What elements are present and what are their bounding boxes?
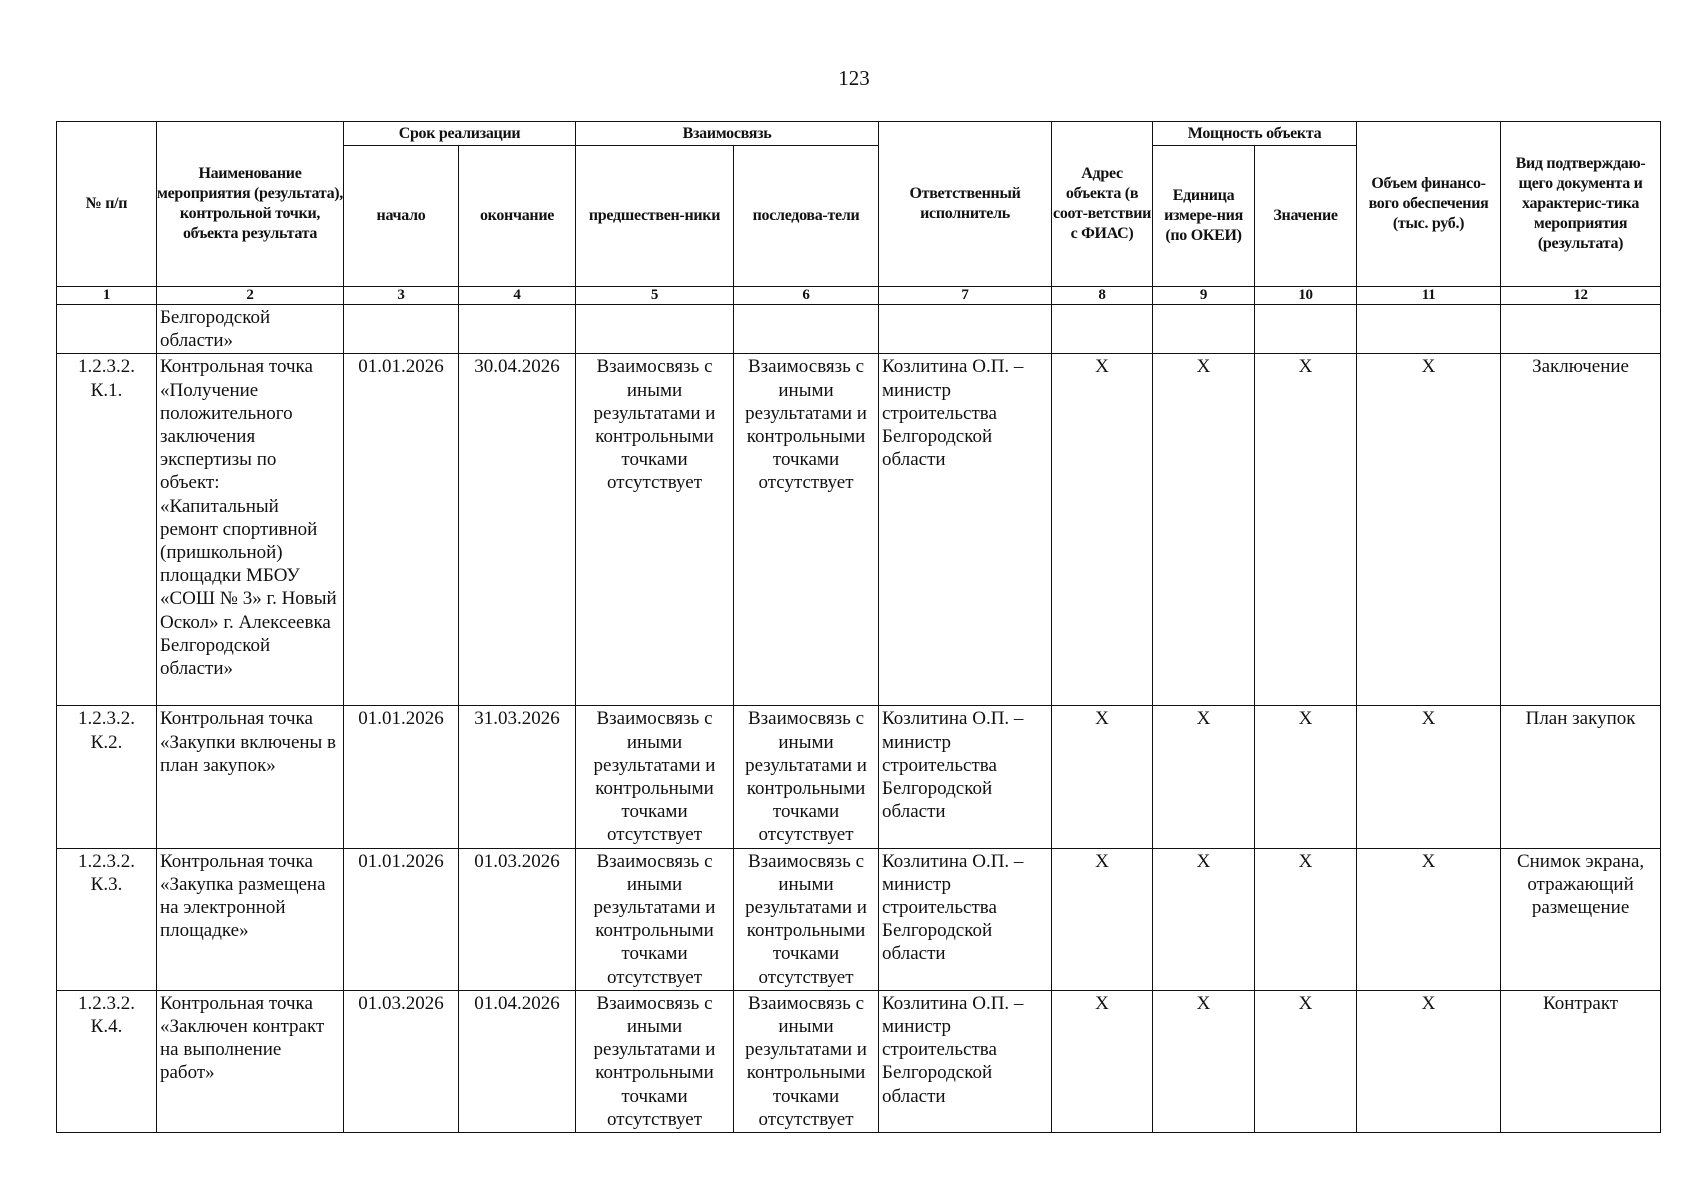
- table-row: [57, 848, 1661, 990]
- row-finance: Х: [1357, 990, 1501, 1132]
- header-start: начало: [344, 146, 459, 287]
- header-capacity-group: Мощность объекта: [1153, 122, 1357, 146]
- row-address: [1052, 305, 1153, 354]
- header-value: Значение: [1255, 146, 1357, 287]
- row-start: [344, 305, 459, 354]
- row-unit: Х: [1153, 848, 1255, 990]
- row-start: 01.01.2026: [344, 848, 459, 990]
- row-end: 31.03.2026: [459, 706, 576, 848]
- plan-table: [56, 121, 1661, 1133]
- column-number: 8: [1052, 287, 1153, 305]
- row-value: Х: [1255, 848, 1357, 990]
- row-responsible: Козлитина О.П. – министр строительства Белгородской области: [879, 990, 1052, 1132]
- row-name: Контрольная точка «Закупка размещена на электронной площадке»: [157, 848, 344, 990]
- row-address: Х: [1052, 990, 1153, 1132]
- row-unit: Х: [1153, 706, 1255, 848]
- row-end: 30.04.2026: [459, 354, 576, 706]
- row-predecessors: Взаимосвязь с иными результатами и контрольными точками отсутствует: [576, 354, 734, 706]
- header-finance: Объем финансо-вого обеспечения (тыс. руб.): [1357, 122, 1501, 287]
- column-number: 3: [344, 287, 459, 305]
- row-unit: Х: [1153, 354, 1255, 706]
- table-row: [57, 354, 1661, 706]
- row-name: Контрольная точка «Закупки включены в план закупок»: [157, 706, 344, 848]
- row-document: План закупок: [1501, 706, 1661, 848]
- row-name: Контрольная точка «Получение положительного заключения экспертизы по объект: «Капитальный ремонт спортивной (пришкольной) площадки МБОУ «СОШ № 3» г. Новый Оскол» г. Алексеевка Белгородской области»: [157, 354, 344, 706]
- row-value: [1255, 305, 1357, 354]
- row-successors: Взаимосвязь с иными результатами и контрольными точками отсутствует: [734, 990, 879, 1132]
- table-row: [57, 990, 1661, 1132]
- column-number: 11: [1357, 287, 1501, 305]
- table-row: [57, 305, 1661, 354]
- row-predecessors: [576, 305, 734, 354]
- column-number: 4: [459, 287, 576, 305]
- row-address: Х: [1052, 706, 1153, 848]
- row-document: Снимок экрана, отражающий размещение: [1501, 848, 1661, 990]
- header-end: окончание: [459, 146, 576, 287]
- header-predecessors: предшествен-ники: [576, 146, 734, 287]
- column-number: 1: [57, 287, 157, 305]
- row-num: 1.2.3.2. К.2.: [57, 706, 157, 848]
- row-end: 01.04.2026: [459, 990, 576, 1132]
- row-successors: Взаимосвязь с иными результатами и контрольными точками отсутствует: [734, 354, 879, 706]
- column-number: 12: [1501, 287, 1661, 305]
- row-num: 1.2.3.2. К.1.: [57, 354, 157, 706]
- table-header: [57, 122, 1661, 305]
- header-term-group: Срок реализации: [344, 122, 576, 146]
- row-finance: Х: [1357, 848, 1501, 990]
- header-responsible: Ответственный исполнитель: [879, 122, 1052, 287]
- row-unit: Х: [1153, 990, 1255, 1132]
- column-number: 9: [1153, 287, 1255, 305]
- column-number: 6: [734, 287, 879, 305]
- row-responsible: Козлитина О.П. – министр строительства Белгородской области: [879, 848, 1052, 990]
- header-num: № п/п: [57, 122, 157, 287]
- row-unit: [1153, 305, 1255, 354]
- row-successors: Взаимосвязь с иными результатами и контрольными точками отсутствует: [734, 706, 879, 848]
- row-name: Контрольная точка «Заключен контракт на выполнение работ»: [157, 990, 344, 1132]
- row-successors: [734, 305, 879, 354]
- row-start: 01.03.2026: [344, 990, 459, 1132]
- header-document: Вид подтверждаю-щего документа и характерис-тика мероприятия (результата): [1501, 122, 1661, 287]
- row-start: 01.01.2026: [344, 354, 459, 706]
- row-num: [57, 305, 157, 354]
- row-name: Белгородской области»: [157, 305, 344, 354]
- row-start: 01.01.2026: [344, 706, 459, 848]
- row-end: 01.03.2026: [459, 848, 576, 990]
- row-document: Заключение: [1501, 354, 1661, 706]
- row-predecessors: Взаимосвязь с иными результатами и контрольными точками отсутствует: [576, 848, 734, 990]
- column-number: 10: [1255, 287, 1357, 305]
- table-row: [57, 706, 1661, 848]
- header-name: Наименование мероприятия (результата), контрольной точки, объекта результата: [157, 122, 344, 287]
- row-value: Х: [1255, 990, 1357, 1132]
- row-address: Х: [1052, 848, 1153, 990]
- header-successors: последова-тели: [734, 146, 879, 287]
- row-successors: Взаимосвязь с иными результатами и контрольными точками отсутствует: [734, 848, 879, 990]
- page-number: 123: [838, 66, 870, 90]
- row-value: Х: [1255, 354, 1357, 706]
- row-predecessors: Взаимосвязь с иными результатами и контрольными точками отсутствует: [576, 990, 734, 1132]
- row-responsible: [879, 305, 1052, 354]
- header-unit: Единица измере-ния (по ОКЕИ): [1153, 146, 1255, 287]
- row-responsible: Козлитина О.П. – министр строительства Белгородской области: [879, 354, 1052, 706]
- column-number: 7: [879, 287, 1052, 305]
- row-end: [459, 305, 576, 354]
- header-link-group: Взаимосвязь: [576, 122, 879, 146]
- row-num: 1.2.3.2. К.3.: [57, 848, 157, 990]
- row-predecessors: Взаимосвязь с иными результатами и контрольными точками отсутствует: [576, 706, 734, 848]
- column-number: 2: [157, 287, 344, 305]
- header-address: Адрес объекта (в соот-ветствии с ФИАС): [1052, 122, 1153, 287]
- row-value: Х: [1255, 706, 1357, 848]
- row-document: Контракт: [1501, 990, 1661, 1132]
- row-finance: [1357, 305, 1501, 354]
- row-document: [1501, 305, 1661, 354]
- row-num: 1.2.3.2. К.4.: [57, 990, 157, 1132]
- row-finance: Х: [1357, 354, 1501, 706]
- row-responsible: Козлитина О.П. – министр строительства Белгородской области: [879, 706, 1052, 848]
- row-finance: Х: [1357, 706, 1501, 848]
- row-address: Х: [1052, 354, 1153, 706]
- column-number: 5: [576, 287, 734, 305]
